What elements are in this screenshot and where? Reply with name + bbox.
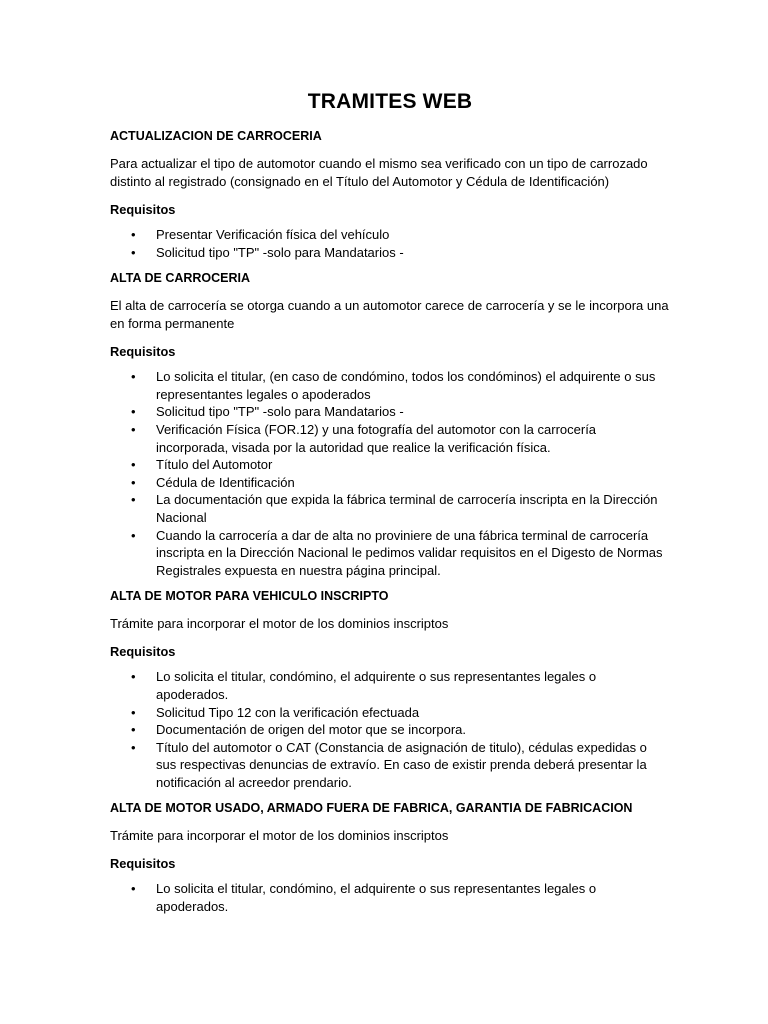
section-alta-carroceria [110,270,670,579]
list-item [110,668,670,703]
requirements-list [110,668,670,791]
bullet-icon: • [131,492,136,508]
bullet-icon: • [131,369,136,385]
list-item-text: Cuando la carrocería a dar de alta no proviniere de una fábrica terminal de carrocería inscripta en la Dirección Nacional le pedimos validar requisitos en el Digesto de Normas Registrales expuesta en nuestra página principal. [156,527,663,578]
section-heading: ALTA DE CARROCERIA [110,271,251,286]
bullet-icon: • [131,739,136,755]
list-item-text: Solicitud Tipo 12 con la verificación efectuada [156,704,420,720]
section-alta-motor-inscripto [110,588,670,791]
section-heading: ALTA DE MOTOR USADO, ARMADO FUERA DE FABRICA, GARANTIA DE FABRICACION [110,801,633,816]
list-item [110,474,670,492]
bullet-icon: • [131,704,136,720]
bullet-icon: • [131,227,136,242]
bullet-icon: • [131,527,136,543]
bullet-icon: • [131,404,136,420]
section-description: Para actualizar el tipo de automotor cuando el mismo sea verificado con un tipo de carrozado distinto al registrado (consignado en el Título del Automotor y Cédula de Identificación) [110,156,648,189]
list-item [110,704,670,722]
list-item [110,244,670,262]
bullet-icon: • [131,881,136,897]
list-item-text: Cédula de Identificación [156,474,295,490]
list-item-text: La documentación que expida la fábrica terminal de carrocería inscripta en la Dirección Nacional [156,492,658,525]
list-item-text: Lo solicita el titular, (en caso de condómino, todos los condóminos) el adquirente o sus representantes legales o apoderados [156,369,656,402]
list-item [110,491,670,526]
bullet-icon: • [131,457,136,473]
bullet-icon: • [131,474,136,490]
section-alta-motor-usado [110,800,670,915]
requirements-label: Requisitos [110,202,176,217]
section-heading: ALTA DE MOTOR PARA VEHICULO INSCRIPTO [110,589,389,604]
list-item-text: Lo solicita el titular, condómino, el adquirente o sus representantes legales o apoderados. [156,669,597,702]
requirements-label: Requisitos [110,644,176,660]
list-item-text: Solicitud tipo "TP" -solo para Mandatarios - [156,404,404,420]
bullet-icon: • [131,669,136,685]
requirements-list [110,368,670,579]
section-description: El alta de carrocería se otorga cuando a un automotor carece de carrocería y se le incorpora una en forma permanente [110,298,669,332]
section-actualizacion-carroceria [110,128,670,261]
bullet-icon: • [131,244,136,260]
list-item [110,421,670,456]
list-item [110,739,670,792]
list-item-text: Título del automotor o CAT (Constancia de asignación de titulo), cédulas expedidas o sus respectivas denuncias de extravío. En caso de existir prenda deberá presentar la notificación al acreedor prendario. [156,739,647,790]
section-description: Trámite para incorporar el motor de los dominios inscriptos [110,828,449,844]
bullet-icon: • [131,722,136,738]
list-item [110,527,670,580]
list-item [110,403,670,421]
section-heading: ACTUALIZACION DE CARROCERIA [110,129,322,143]
list-item-text: Verificación Física (FOR.12) y una fotografía del automotor con la carrocería incorporada, visada por la autoridad que realice la verificación física. [156,421,597,455]
list-item [110,226,670,244]
list-item [110,368,670,403]
list-item [110,880,670,915]
section-description: Trámite para incorporar el motor de los dominios inscriptos [110,616,449,632]
list-item-text: Solicitud tipo "TP" -solo para Mandatarios - [156,244,404,260]
requirements-list [110,880,670,915]
requirements-label: Requisitos [110,344,176,360]
list-item-text: Documentación de origen del motor que se incorpora. [156,722,467,738]
list-item [110,456,670,474]
document-title: TRAMITES WEB [307,90,473,113]
bullet-icon: • [131,421,136,437]
requirements-list [110,226,670,261]
requirements-label: Requisitos [110,856,176,872]
list-item-text: Título del Automotor [156,457,273,473]
document-page [110,88,670,925]
list-item [110,721,670,739]
list-item-text: Lo solicita el titular, condómino, el adquirente o sus representantes legales o apoderados. [156,881,597,915]
list-item-text: Presentar Verificación física del vehículo [156,227,390,242]
